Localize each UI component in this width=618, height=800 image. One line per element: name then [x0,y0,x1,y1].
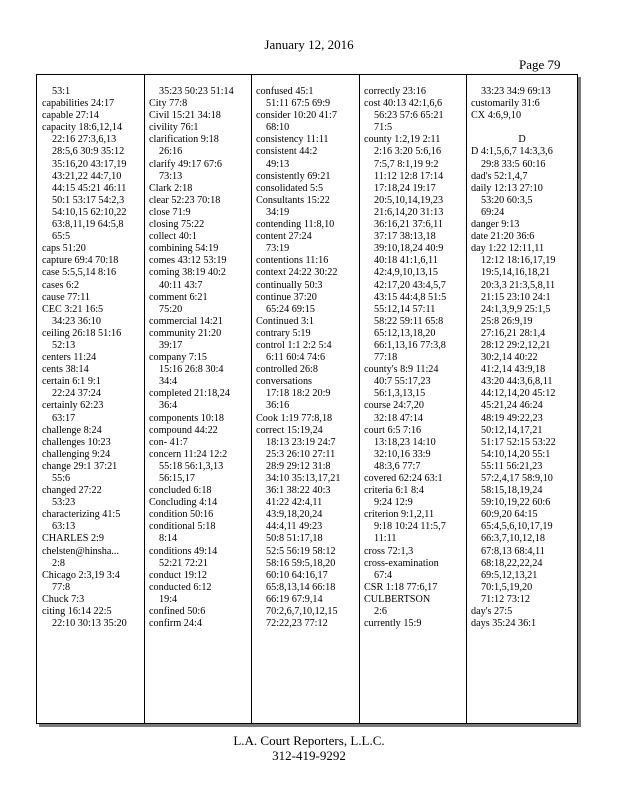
index-entry-continuation: 54:10,15 62:10,22 [52,206,127,218]
document-date: January 12, 2016 [264,37,354,52]
index-entry: condition 50:16 [149,509,214,521]
index-entry: contending 11:8,10 [256,219,335,231]
index-entry-continuation: 63:8,11,19 64:5,8 [52,219,124,231]
index-entry-continuation: 34:19 [266,206,290,218]
index-entry-continuation: 9:18 10:24 11:5,7 [374,521,446,533]
index-entry-continuation: 19:5,14,16,18,21 [481,267,551,279]
index-entry-continuation: 43:15 44:4,8 51:5 [374,291,447,303]
index-entry-continuation: 65:12,13,18,20 [374,327,436,339]
index-entry-continuation: 32:18 47:14 [374,412,423,424]
index-entry: conditional 5:18 [149,521,216,533]
index-entry-continuation: 68:18,22,22,24 [481,557,543,569]
index-entry: con- 41:7 [149,436,188,448]
index-entry-continuation: 51:17 52:15 53:22 [481,436,556,448]
footer-phone: 312-419-9292 [272,748,346,763]
index-entry-continuation: 41:22 42:4,11 [266,497,323,509]
index-entry: daily 12:13 27:10 [471,182,543,194]
index-entry-continuation: 22:10 30:13 35:20 [52,618,127,630]
index-entry-continuation: 25:3 26:10 27:11 [266,448,336,460]
index-entry-continuation: 56:15,17 [159,473,195,484]
index-entry: day 1:22 12:11,11 [471,243,545,255]
index-entry-continuation: 13:18,23 14:10 [374,436,436,448]
index-entry: dad's 52:1,4,7 [471,170,528,182]
index-entry: continually 50:3 [256,279,323,291]
index-entry-continuation: 45:21,24 46:24 [481,400,543,412]
index-entry: concluded 6:18 [149,485,212,497]
index-entry-continuation: 49:13 [266,158,290,170]
index-entry-continuation: 50:8 51:17,18 [266,533,323,545]
index-entry: conditions 49:14 [149,545,218,557]
index-entry-continuation: 2:16 3:20 5:6,16 [374,146,442,158]
index-entry: CHARLES 2:9 [42,533,104,545]
index-entry-continuation: 53:20 60:3,5 [481,194,533,206]
index-entry: continue 37:20 [256,291,317,303]
index-entry: cents 38:14 [42,364,89,376]
index-entry: components 10:18 [149,412,224,424]
index-entry-continuation: 55:6 [52,473,71,484]
index-entry-continuation: 19:4 [159,593,178,605]
index-entry: covered 62:24 63:1 [364,473,443,484]
index-entry: D 4:1,5,6,7 14:3,3,6 [471,146,553,158]
index-entry: capacity 18:6,12,14 [42,122,123,134]
index-entry: confined 50:6 [149,606,206,618]
index-entry: county's 8:9 11:24 [364,364,439,376]
page-number: Page 79 [519,57,561,72]
index-entry: capabilities 24:17 [42,98,115,110]
index-entry: Civil 15:21 34:18 [149,110,221,122]
index-entry: City 77:8 [149,98,188,110]
index-entry: changed 27:22 [42,485,102,497]
index-entry-continuation: 11:11 [374,533,397,545]
index-entry: day's 27:5 [471,606,513,618]
index-entry-continuation: 33:23 34:9 69:13 [481,86,551,97]
index-entry: Consultants 15:22 [256,194,330,206]
index-entry-continuation: 52:13 [52,339,76,351]
index-entry: change 29:1 37:21 [42,460,118,472]
index-entry: community 21:20 [149,327,222,339]
index-entry-continuation: 67:8,13 68:4,11 [481,545,545,557]
index-entry: contrary 5:19 [256,327,311,339]
index-entry: contentions 11:16 [256,255,329,267]
index-entry: comes 43:12 53:19 [149,255,227,267]
index-entry-continuation: 71:12 73:12 [481,593,530,605]
index-entry-continuation: 57:2,4,17 58:9,10 [481,473,553,484]
index-entry: customarily 31:6 [471,98,540,110]
index-entry-continuation: 65:4,5,6,10,17,19 [481,521,553,533]
index-entry: concern 11:24 12:2 [149,448,228,460]
index-entry-continuation: 28:5,6 30:9 35:12 [52,146,125,158]
index-entry: control 1:1 2:2 5:4 [256,339,332,351]
index-column-4 [364,86,466,630]
index-entry-continuation: 21:6,14,20 31:13 [374,206,444,218]
index-entry-continuation: 39:17 [159,339,183,351]
index-entry: certainly 62:23 [42,400,104,412]
index-entry-continuation: 65:8,13,14 66:18 [266,581,336,593]
index-entry: days 35:24 36:1 [471,618,537,630]
index-entry: conducted 6:12 [149,581,212,593]
index-entry: clarification 9:18 [149,134,219,146]
index-entry: closing 75:22 [149,219,205,231]
index-entry-continuation: 20:5,10,14,19,23 [374,194,444,206]
index-entry: county 1:2,19 2:11 [364,134,441,146]
index-entry-continuation: 20:3,3 21:3,5,8,11 [481,279,556,291]
index-entry-continuation: 73:19 [266,243,290,255]
index-entry-continuation: 60:9,20 64:15 [481,509,538,521]
index-entry-continuation: 21:15 23:10 24:1 [481,291,551,303]
index-entry: chelsten@hinsha... [42,545,119,557]
index-entry: Cook 1:19 77:8,18 [256,412,333,424]
index-entry-continuation: 41:2,14 43:9,18 [481,364,546,376]
index-entry-continuation: 44:12,14,20 45:12 [481,388,556,400]
index-entry: confused 45:1 [256,86,314,97]
column-divider [251,75,252,723]
index-entry-continuation: 48:3,6 77:7 [374,460,421,472]
index-entry-continuation: 17:18 18:2 20:9 [266,388,331,400]
index-entry: case 5:5,5,14 8:16 [42,267,117,279]
index-entry-continuation: 42:4,9,10,13,15 [374,267,438,279]
index-entry-continuation: 58:16 59:5,18,20 [266,557,336,569]
index-entry: consolidated 5:5 [256,182,324,194]
index-entry-continuation: 36:16 [266,400,290,412]
index-entry-continuation: 34:10 35:13,17,21 [266,473,341,484]
index-entry-continuation: 39:10,18,24 40:9 [374,243,444,255]
index-table [36,74,578,724]
index-entry: combining 54:19 [149,243,219,255]
index-entry-continuation: 11:12 12:8 17:14 [374,170,444,182]
index-entry: conduct 19:12 [149,569,208,581]
index-entry-continuation: 65:24 69:15 [266,303,315,315]
index-entry: characterizing 41:5 [42,509,121,521]
index-entry-continuation: 25:8 26:9,19 [481,315,533,327]
index-entry: challenging 9:24 [42,448,111,460]
index-column-2 [149,86,251,630]
index-entry-continuation: 32:10,16 33:9 [374,448,431,460]
index-entry-continuation: 63:17 [52,412,76,424]
index-entry-continuation: 42:17,20 43:4,5,7 [374,279,446,291]
index-entry-continuation: 6:11 60:4 74:6 [266,352,326,364]
index-entry-continuation: 53:23 [52,497,76,509]
index-entry: consider 10:20 41:7 [256,110,337,122]
index-entry: cross 72:1,3 [364,545,414,557]
index-entry-continuation: 67:4 [374,569,393,581]
index-entry: capable 27:14 [42,110,99,122]
index-entry: Chuck 7:3 [42,593,85,605]
index-entry-continuation: 43:9,18,20,24 [266,509,323,521]
index-entry-continuation: 65:5 [52,231,71,243]
index-entry-continuation: 58:15,18,19,24 [481,485,543,497]
index-entry-continuation: 69:5,12,13,21 [481,569,538,581]
index-entry-continuation: 73:13 [159,170,183,182]
index-entry-continuation: 60:10 64:16,17 [266,569,328,581]
index-entry-continuation: 71:5 [374,122,393,134]
index-entry: certain 6:1 9:1 [42,376,101,388]
index-entry-continuation: 51:11 67:5 69:9 [266,98,331,110]
index-entry: commercial 14:21 [149,315,223,327]
index-entry: coming 38:19 40:2 [149,267,226,279]
index-entry-continuation: 27:16,21 28:1,4 [481,327,546,339]
index-entry: CSR 1:18 77:6,17 [364,581,438,593]
index-entry: consistently 69:21 [256,170,331,182]
index-entry-continuation: 43:21,22 44:7,10 [52,170,122,182]
index-entry: cases 6:2 [42,279,80,291]
index-entry: context 24:22 30:22 [256,267,338,279]
index-entry-continuation: 40:11 43:7 [159,279,203,291]
index-entry-continuation: 52:5 56:19 58:12 [266,545,336,557]
index-entry-continuation: 24:1,3,9,9 25:1,5 [481,303,551,315]
index-entry-continuation: 59:10,19,22 60:6 [481,497,551,509]
index-entry: cost 40:13 42:1,6,6 [364,98,443,110]
index-entry-continuation: 52:21 72:21 [159,557,208,569]
index-entry: clear 52:23 70:18 [149,194,221,206]
index-entry: content 27:24 [256,231,312,243]
index-entry-continuation: 17:18,24 19:17 [374,182,436,194]
index-entry [471,122,573,134]
index-column-1 [42,86,144,630]
index-entry: comment 6:21 [149,291,208,303]
index-entry-continuation: 53:1 [52,86,71,97]
index-entry: court 6:5 7:16 [364,424,422,436]
index-entry: CEC 3:21 16:5 [42,303,104,315]
index-entry-continuation: 26:16 [159,146,183,158]
index-entry-continuation: 2:6 [374,606,388,618]
index-entry: danger 9:13 [471,219,520,231]
index-entry-continuation: 12:12 18:16,17,19 [481,255,556,267]
index-entry-continuation: 29:8 33:5 60:16 [481,158,546,170]
column-divider [144,75,145,723]
index-entry: controlled 26:8 [256,364,318,376]
index-entry: criteria 6:1 8:4 [364,485,424,497]
index-entry: Clark 2:18 [149,182,193,194]
index-entry: citing 16:14 22:5 [42,606,112,618]
index-entry: challenge 8:24 [42,424,102,436]
index-entry-continuation: 8:14 [159,533,178,545]
index-entry-continuation: 28:12 29:2,12,21 [481,339,551,351]
index-entry-continuation: 55:12,14 57:11 [374,303,436,315]
index-entry: Concluding 4:14 [149,497,218,509]
index-entry-continuation: 40:18 41:1,6,11 [374,255,438,267]
index-entry-continuation: 44:15 45:21 46:11 [52,182,127,194]
index-entry: Chicago 2:3,19 3:4 [42,569,120,581]
index-entry-continuation: 70:2,6,7,10,12,15 [266,606,338,618]
index-entry: compound 44:22 [149,424,218,436]
index-entry-continuation: 35:16,20 43:17,19 [52,158,127,170]
index-entry: challenges 10:23 [42,436,111,448]
index-entry: CULBERTSON [364,593,431,605]
index-entry: conversations [256,376,313,388]
index-entry-continuation: 58:22 59:11 65:8 [374,315,444,327]
index-entry: close 71:9 [149,206,191,218]
index-entry-continuation: 66:3,7,10,12,18 [481,533,545,545]
index-entry: criterion 9:1,2,11 [364,509,435,521]
index-entry: cause 77:11 [42,291,90,303]
index-entry-continuation: 36:16,21 37:6,11 [374,219,443,231]
index-entry-continuation: 55:18 56:1,3,13 [159,460,224,472]
index-entry-continuation: 2:8 [52,557,66,569]
index-entry-continuation: 35:23 50:23 51:14 [159,86,234,97]
index-column-5 [471,86,573,630]
index-entry-continuation: 69:24 [481,206,505,218]
index-entry-continuation: 43:20 44:3,6,8,11 [481,376,553,388]
index-entry-continuation: 22:24 37:24 [52,388,101,400]
footer-company: L.A. Court Reporters, L.L.C. [233,733,385,748]
index-entry-continuation: 63:13 [52,521,76,533]
index-entry-continuation: 54:10,14,20 55:1 [481,448,551,460]
index-entry: civility 76:1 [149,122,199,134]
index-entry-continuation: 56:23 57:6 65:21 [374,110,444,122]
index-entry: caps 51:20 [42,243,86,255]
index-entry-continuation: 7:5,7 8:1,19 9:2 [374,158,439,170]
index-entry: currently 15:9 [364,618,422,630]
index-entry: centers 11:24 [42,352,97,364]
index-entry-continuation: 40:7 55:17,23 [374,376,431,388]
index-entry: CX 4:6,9,10 [471,110,522,122]
index-entry: date 21:20 36:6 [471,231,535,243]
index-entry-continuation: 68:10 [266,122,290,134]
index-entry: correct 15:19,24 [256,424,323,436]
index-entry-continuation: 22:16 27:3,6,13 [52,134,117,146]
index-column-3 [256,86,358,630]
index-entry: ceiling 26:18 51:16 [42,327,122,339]
index-entry-continuation: 44:4,11 49:23 [266,521,323,533]
index-entry-continuation: 30:2,14 40:22 [481,352,538,364]
index-entry-continuation: 77:18 [374,352,398,364]
index-entry-continuation: 70:1,5,19,20 [481,581,533,593]
index-entry: consistent 44:2 [256,146,318,158]
index-entry: consistency 11:11 [256,134,329,146]
index-entry: course 24:7,20 [364,400,424,412]
index-entry-continuation: 48:19 49:22,23 [481,412,543,424]
index-entry-continuation: 50:12,14,17,21 [481,424,543,436]
index-entry-continuation: 72:22,23 77:12 [266,618,328,630]
index-entry-continuation: 34:4 [159,376,178,388]
index-entry: capture 69:4 70:18 [42,255,119,267]
index-entry-continuation: 9:24 12:9 [374,497,413,509]
column-divider [466,75,467,723]
index-entry: company 7:15 [149,352,208,364]
index-letter-heading: D [518,134,526,146]
column-divider [359,75,360,723]
index-entry-continuation: 36:4 [159,400,178,412]
index-entry-continuation: 50:1 53:17 54:2,3 [52,194,125,206]
index-entry: collect 40:1 [149,231,197,243]
index-entry-continuation: 34:23 36:10 [52,315,101,327]
index-entry-continuation: 36:1 38:22 40:3 [266,485,331,497]
index-entry-continuation: 37:17 38:13,18 [374,231,436,243]
index-entry-continuation: 75:20 [159,303,183,315]
index-entry: completed 21:18,24 [149,388,230,400]
index-entry: confirm 24:4 [149,618,202,630]
index-entry-continuation: 56:1,3,13,15 [374,388,426,400]
index-entry-continuation: 55:11 56:21,23 [481,460,543,472]
index-entry: cross-examination [364,557,439,569]
index-entry-continuation: 66:19 67:9,14 [266,593,323,605]
index-entry-continuation: 28:9 29:12 31:8 [266,460,331,472]
index-entry: correctly 23:16 [364,86,426,97]
index-entry-continuation: 18:13 23:19 24:7 [266,436,336,448]
index-entry: clarify 49:17 67:6 [149,158,222,170]
index-entry-continuation: 66:1,13,16 77:3,8 [374,339,446,351]
index-entry-continuation: 15:16 26:8 30:4 [159,364,224,376]
index-entry-continuation: 77:8 [52,581,71,593]
index-entry: Continued 3:1 [256,315,315,327]
